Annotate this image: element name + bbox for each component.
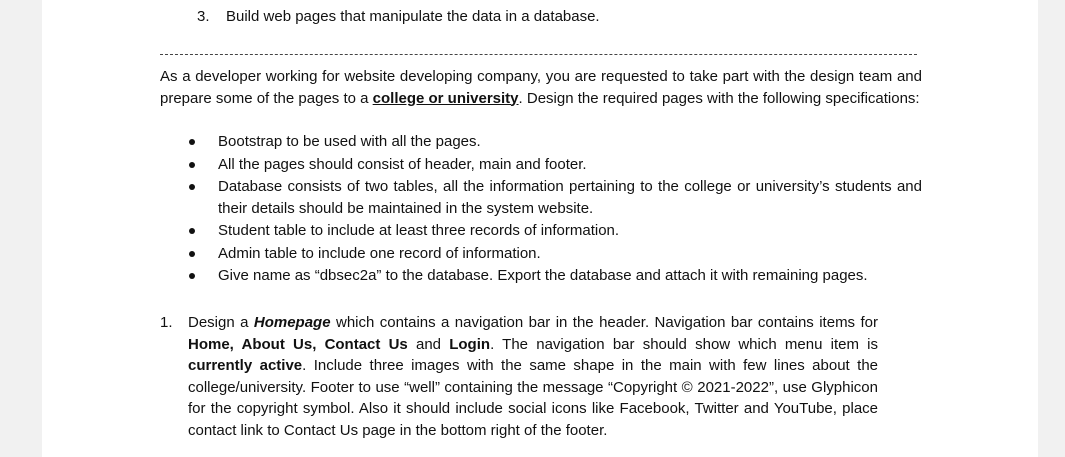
bullet-icon — [189, 273, 195, 279]
bullet-icon — [189, 184, 195, 190]
bullet-icon — [189, 251, 195, 257]
college-university-emphasis: college or university — [372, 89, 519, 107]
list-item-text: Database consists of two tables, all the information pertaining to the college or university’s students and their details should be maintained in the system website. — [218, 178, 922, 217]
intro-paragraph — [160, 66, 922, 109]
task-text: Design a — [188, 314, 254, 331]
item-text: Build web pages that manipulate the data in a database. — [226, 8, 600, 25]
item-number: 3. — [197, 8, 210, 25]
bullet-icon — [189, 228, 195, 234]
currently-active-emphasis: currently active — [188, 357, 303, 374]
list-item-text: Student table to include at least three records of information. — [218, 222, 620, 239]
list-item — [160, 265, 922, 287]
dashed-divider — [160, 54, 917, 55]
list-item-text: Bootstrap to be used with all the pages. — [218, 133, 481, 150]
homepage-emphasis: Homepage — [253, 314, 331, 331]
specifications-list — [160, 131, 922, 288]
list-item — [160, 176, 922, 219]
nav-items-emphasis: Home, About Us, Contact Us — [188, 335, 408, 353]
requirement-item-3 — [197, 6, 600, 28]
list-item-text: Admin table to include one record of information. — [218, 244, 541, 262]
list-item-text: Give name as “dbsec2a” to the database. Export the database and attach it with remaining pages. — [218, 267, 868, 284]
task-text: and — [407, 335, 450, 353]
task-number: 1. — [160, 314, 173, 331]
task-1 — [160, 312, 878, 441]
list-item-text: All the pages should consist of header, main and footer. — [218, 155, 587, 173]
task-text: . The navigation bar should show which menu item is — [490, 335, 878, 353]
login-emphasis: Login — [449, 335, 491, 353]
list-item — [160, 131, 922, 153]
task-text: . Include three images with the same shape in the main with few lines about the college/university. Footer to use “well” containing the message “Copyright © 2021-2022”, use Glyphicon for the copyright symbol. Also it should include social icons like Facebook, Twitter and YouTube, place contact link to Contact Us page in the bottom right of the footer. — [188, 357, 879, 439]
list-item — [160, 220, 922, 242]
task-description — [188, 312, 878, 441]
list-item — [160, 154, 922, 176]
bullet-icon — [189, 162, 195, 168]
bullet-icon — [189, 139, 195, 145]
task-text: which contains a navigation bar in the header. Navigation bar contains items for — [330, 314, 878, 331]
intro-text-end: . Design the required pages with the following specifications: — [518, 89, 920, 107]
list-item — [160, 243, 922, 265]
intro-text-start: As a developer working for website developing company, you are requested to take part with the design team and prepare some of the pages to a — [160, 68, 922, 107]
